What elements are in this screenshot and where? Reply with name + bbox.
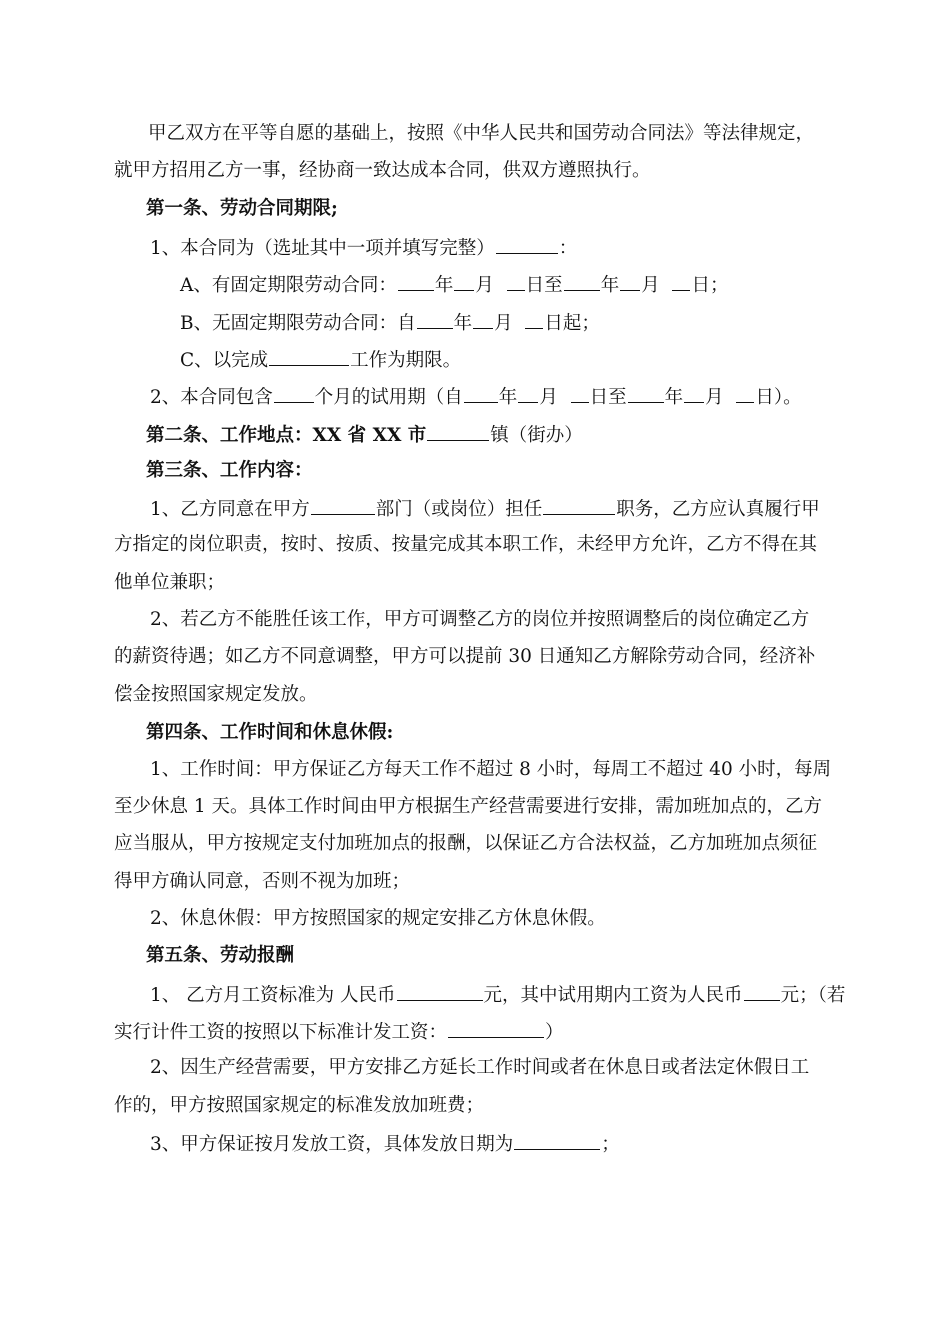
option-c-label: C、以完成 [180, 350, 269, 371]
blank-pay-date[interactable] [514, 1131, 600, 1150]
text: 元，其中试用期内工资为人民币 [483, 985, 743, 1006]
blank-month[interactable] [620, 272, 640, 291]
blank-month[interactable] [473, 310, 493, 329]
text: 个月的试用期（自 [314, 387, 463, 408]
year-label: 年 [453, 313, 473, 334]
option-c [180, 347, 461, 373]
blank-month[interactable] [518, 384, 538, 403]
article-4-title: 第四条、工作时间和休息休假: [146, 722, 394, 743]
day-end-label: 日； [691, 275, 729, 296]
text: 职务，乙方应认真履行甲 [616, 499, 820, 520]
text: ） [545, 1022, 564, 1043]
text: 1、本合同为（选址其中一项并填写完整） [150, 238, 495, 259]
month-label: 月 [475, 275, 494, 296]
article-5-item-2-line-1: 2、因生产经营需要，甲方安排乙方延长工作时间或者在休息日或者法定休假日工 [150, 1057, 810, 1078]
blank-year[interactable] [628, 384, 664, 403]
article-5-item-3 [150, 1131, 620, 1157]
option-a [180, 272, 729, 298]
text: 2、本合同包含 [150, 387, 273, 408]
text: 第二条、工作地点：XX 省 XX 市 [146, 425, 427, 446]
text: ； [601, 1134, 620, 1155]
blank-department[interactable] [311, 496, 375, 515]
text: 3、甲方保证按月发放工资，具体发放日期为 [150, 1134, 514, 1155]
article-5-item-1-line-1 [150, 982, 845, 1008]
article-4-item-1-line-4: 得甲方确认同意，否则不视为加班； [114, 871, 411, 892]
article-3-item-1-line-3: 他单位兼职； [114, 572, 226, 593]
article-1-item-1 [150, 235, 577, 261]
article-3-item-2-line-2: 的薪资待遇；如乙方不同意调整，甲方可以提前 30 日通知乙方解除劳动合同，经济补 [114, 646, 816, 667]
option-b-label: B、无固定期限劳动合同：自 [180, 313, 416, 334]
blank-day[interactable] [571, 384, 589, 403]
blank-salary[interactable] [397, 982, 483, 1001]
text: 日）。 [755, 387, 802, 408]
blank-day[interactable] [736, 384, 754, 403]
blank-year[interactable] [417, 310, 453, 329]
month-label: 月 [705, 387, 724, 408]
month-label: 月 [641, 275, 660, 296]
year-label: 年 [498, 387, 518, 408]
blank-trial-salary[interactable] [744, 982, 780, 1001]
option-a-label: A、有固定期限劳动合同： [180, 275, 397, 296]
intro-line-2: 就甲方招用乙方一事，经协商一致达成本合同，供双方遵照执行。 [114, 160, 651, 181]
article-4-item-1-line-2: 至少休息 1 天。具体工作时间由甲方根据生产经营需要进行安排，需加班加点的，乙方 [114, 796, 823, 817]
month-label: 月 [494, 313, 513, 334]
day-to-label: 日至 [589, 387, 627, 408]
month-label: 月 [539, 387, 558, 408]
text: 元；（若 [780, 985, 846, 1006]
article-1-item-2 [150, 384, 802, 410]
blank-month[interactable] [454, 272, 474, 291]
article-4-item-1-line-3: 应当服从，甲方按规定支付加班加点的报酬，以保证乙方合法权益，乙方加班加点须征 [114, 833, 818, 854]
article-3-title: 第三条、工作内容： [146, 460, 313, 481]
text: ： [558, 238, 578, 259]
blank-year[interactable] [398, 272, 434, 291]
blank-day[interactable] [507, 272, 525, 291]
option-b [180, 310, 600, 336]
article-1-title: 第一条、劳动合同期限; [146, 198, 338, 219]
article-5-item-2-line-2: 作的，甲方按照国家规定的标准发放加班费； [114, 1095, 485, 1116]
article-3-item-2-line-3: 偿金按照国家规定发放。 [114, 684, 318, 705]
day-to-label: 日至 [525, 275, 563, 296]
year-label: 年 [664, 387, 684, 408]
blank-day[interactable] [525, 310, 543, 329]
article-3-item-1-line-1 [150, 496, 820, 522]
blank-year[interactable] [564, 272, 600, 291]
blank-town[interactable] [427, 422, 489, 441]
text: 镇（街办） [490, 425, 583, 446]
blank-year[interactable] [464, 384, 498, 403]
intro-line-1: 甲乙双方在平等自愿的基础上，按照《中华人民共和国劳动合同法》等法律规定， [148, 123, 815, 144]
article-5-item-1-line-2 [114, 1019, 564, 1045]
year-label: 年 [600, 275, 620, 296]
blank-field[interactable] [269, 347, 349, 366]
article-3-item-1-line-2: 方指定的岗位职责，按时、按质、按量完成其本职工作，未经甲方允许，乙方不得在其 [114, 534, 818, 555]
text: 部门（或岗位）担任 [375, 499, 543, 520]
blank-day[interactable] [672, 272, 690, 291]
article-4-item-2: 2、休息休假：甲方按照国家的规定安排乙方休息休假。 [150, 908, 606, 929]
option-c-tail: 工作为期限。 [350, 350, 462, 371]
article-5-title: 第五条、劳动报酬 [146, 945, 295, 966]
blank-field[interactable] [496, 235, 558, 254]
text: 1、 乙方月工资标准为 人民币 [150, 985, 396, 1006]
blank-piece-rate[interactable] [448, 1019, 544, 1038]
blank-months[interactable] [274, 384, 314, 403]
year-label: 年 [434, 275, 454, 296]
blank-position[interactable] [543, 496, 615, 515]
blank-month[interactable] [684, 384, 704, 403]
article-3-item-2-line-1: 2、若乙方不能胜任该工作，甲方可调整乙方的岗位并按照调整后的岗位确定乙方 [150, 609, 810, 630]
text: 1、乙方同意在甲方 [150, 499, 310, 520]
day-from-label: 日起； [544, 313, 600, 334]
article-4-item-1-line-1: 1、工作时间：甲方保证乙方每天工作不超过 8 小时，每周工不超过 40 小时，每周 [150, 759, 832, 780]
article-2-title [146, 422, 583, 448]
text: 实行计件工资的按照以下标准计发工资： [114, 1022, 448, 1043]
